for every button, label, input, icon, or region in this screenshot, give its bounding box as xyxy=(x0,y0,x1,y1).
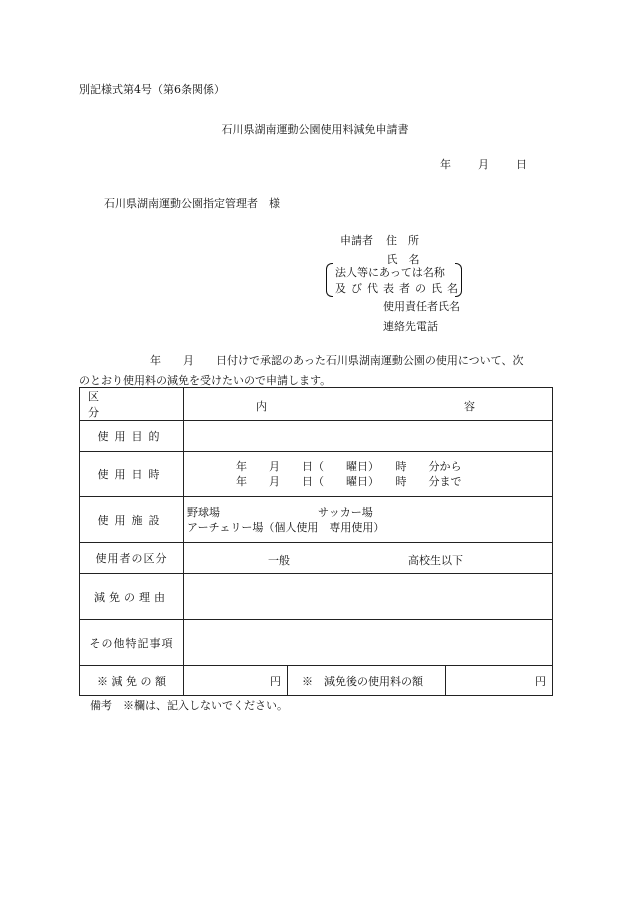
datetime-label: 使用日時 xyxy=(80,452,184,497)
date-month: 月 xyxy=(478,158,489,171)
corporation-name-label: 法人等にあっては名称 xyxy=(335,266,445,279)
facility-baseball[interactable]: 野球場 xyxy=(187,505,220,519)
corporation-bracket xyxy=(326,263,462,297)
purpose-row xyxy=(80,421,553,452)
date-day: 日 xyxy=(516,158,527,171)
yen-unit-2: 円 xyxy=(535,674,547,688)
header-content-b: 容 xyxy=(464,399,475,413)
user-class-options-cell[interactable] xyxy=(184,543,553,574)
user-general[interactable]: 一般 xyxy=(268,553,290,567)
facility-soccer[interactable]: サッカー場 xyxy=(318,505,373,519)
facility-label: 使用施設 xyxy=(80,497,184,543)
reason-row xyxy=(80,574,553,620)
other-notes-row xyxy=(80,620,553,666)
applicant-label: 申請者 xyxy=(340,234,373,247)
datetime-to: 年 月 日（ 曜日） 時 分まで xyxy=(236,475,462,488)
purpose-input-cell[interactable] xyxy=(184,421,553,452)
body-text-line1: 年 月 日付けで承認のあった石川県湖南運動公園の使用について、次 xyxy=(150,354,524,367)
facility-options-cell[interactable] xyxy=(184,497,553,543)
right-bracket xyxy=(455,263,462,297)
body-text-line2: のとおり使用料の減免を受けたいので申請します。 xyxy=(79,374,332,387)
date-year: 年 xyxy=(440,158,451,171)
facility-row xyxy=(80,497,553,543)
contact-phone-label: 連絡先電話 xyxy=(383,320,438,333)
exempt-amount-cell xyxy=(184,666,288,696)
applicant-name-label: 氏 名 xyxy=(386,253,420,266)
facility-archery[interactable]: アーチェリー場（個人使用 専用使用） xyxy=(187,520,385,534)
addressee: 石川県湖南運動公園指定管理者 様 xyxy=(104,197,280,210)
application-table xyxy=(79,387,553,696)
applicant-address-label: 住 所 xyxy=(386,234,419,247)
representative-name-label: 及び代表者の氏名 xyxy=(335,282,463,295)
exempt-amount-label: ※ 減 免 の 額 xyxy=(80,666,184,696)
header-category-text: 区分 xyxy=(88,390,157,419)
table-header-row xyxy=(80,388,553,421)
datetime-from: 年 月 日（ 曜日） 時 分から xyxy=(236,460,462,473)
header-category xyxy=(80,388,184,421)
form-title: 石川県湖南運動公園使用料減免申請書 xyxy=(221,123,409,136)
yen-unit-1: 円 xyxy=(270,674,281,688)
remarks-note: 備考 ※欄は、記入しないでください。 xyxy=(90,699,288,712)
after-fee-cell xyxy=(446,666,553,696)
datetime-input-cell[interactable] xyxy=(184,452,553,497)
header-content xyxy=(184,388,553,421)
form-number: 別記様式第4号（第6条関係） xyxy=(79,83,225,96)
purpose-label: 使用目的 xyxy=(80,421,184,452)
datetime-row xyxy=(80,452,553,497)
date-line xyxy=(440,156,527,172)
responsible-person-label: 使用責任者氏名 xyxy=(383,300,460,313)
amount-row xyxy=(80,666,553,696)
user-class-label: 使用者の区分 xyxy=(80,543,184,574)
other-notes-input-cell[interactable] xyxy=(184,620,553,666)
reason-input-cell[interactable] xyxy=(184,574,553,620)
user-class-row xyxy=(80,543,553,574)
reason-label: 減免の理由 xyxy=(80,574,184,620)
header-content-a: 内 xyxy=(256,399,267,413)
after-fee-label: ※ 減免後の使用料の額 xyxy=(288,666,446,696)
other-notes-label: その他特記事項 xyxy=(80,620,184,666)
left-bracket xyxy=(326,263,333,297)
applicant-address-row xyxy=(340,232,419,248)
user-students[interactable]: 高校生以下 xyxy=(408,553,463,567)
